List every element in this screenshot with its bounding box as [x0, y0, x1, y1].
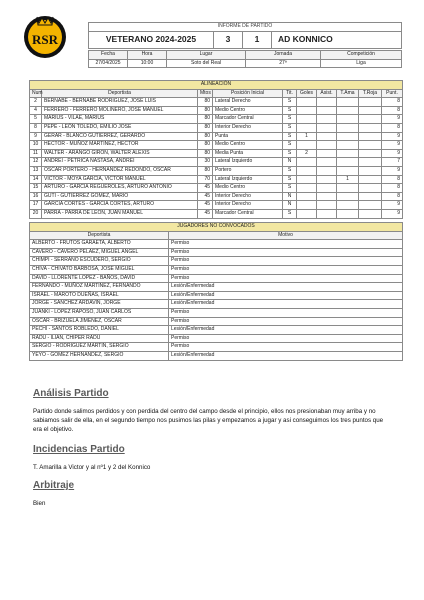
alineacion-cell-tama: 1	[337, 175, 359, 184]
alineacion-cell-tama	[337, 192, 359, 201]
alineacion-cell-num: 17	[30, 201, 42, 210]
no-convocados-cell-name: PECHI - SANTOS ROBLEDO, DANIEL	[30, 326, 169, 335]
hora-label: Hora	[128, 51, 167, 60]
alineacion-cell-asist	[317, 141, 337, 150]
alineacion-cell-punt: 8	[382, 184, 403, 193]
no-convocados-row	[30, 265, 403, 274]
no-convocados-cell-motivo: Permiso	[169, 317, 403, 326]
alineacion-col-header: T.Roja	[359, 89, 382, 98]
competicion-value: Liga	[321, 59, 402, 68]
alineacion-cell-num: 15	[30, 184, 42, 193]
alineacion-cell-punt: 9	[382, 166, 403, 175]
alineacion-cell-asist	[317, 201, 337, 210]
alineacion-cell-mtos: 80	[198, 132, 213, 141]
alineacion-cell-pos: Medio Centro	[213, 106, 283, 115]
alineacion-cell-tama	[337, 123, 359, 132]
alineacion-cell-tama	[337, 166, 359, 175]
alineacion-cell-pos: Punta	[213, 132, 283, 141]
alineacion-cell-troja	[359, 166, 382, 175]
alineacion-cell-tama	[337, 115, 359, 124]
no-convocados-cell-motivo: Lesión/Enfermedad	[169, 326, 403, 335]
no-convocados-cell-name: DAVID - LLORENTE LOPEZ - BAÑOS, DAVID	[30, 274, 169, 283]
no-convocados-row	[30, 300, 403, 309]
no-convocados-cell-motivo: Lesión/Enfermedad	[169, 300, 403, 309]
no-convocados-cell-motivo: Permiso	[169, 248, 403, 257]
alineacion-cell-troja	[359, 98, 382, 107]
alineacion-cell-tit: N	[283, 201, 297, 210]
alineacion-cell-tit: S	[283, 106, 297, 115]
no-convocados-row	[30, 240, 403, 249]
alineacion-col-header: Punt.	[382, 89, 403, 98]
team-name: VETERANO 2024-2025	[89, 31, 214, 48]
no-convocados-cell-name: JUANKI - LOPEZ RAPOSO, JUAN CARLOS	[30, 308, 169, 317]
alineacion-row	[30, 98, 403, 107]
no-convocados-cell-motivo: Lesión/Enfermedad	[169, 283, 403, 292]
alineacion-cell-mtos: 80	[198, 106, 213, 115]
alineacion-row	[30, 149, 403, 158]
alineacion-cell-name: BERNABE - BERNABE RODRIGUEZ, JOSE LUIS	[42, 98, 198, 107]
alineacion-cell-name: HECTOR - MUÑOZ MARTINEZ, HECTOR	[42, 141, 198, 150]
alineacion-cell-punt: 8	[382, 192, 403, 201]
alineacion-cell-name: GERAR - BLANCO GUTIERREZ, GERARDO	[42, 132, 198, 141]
no-convocados-col-header: Deportista	[30, 231, 169, 240]
alineacion-cell-asist	[317, 166, 337, 175]
alineacion-cell-goles	[297, 201, 317, 210]
no-convocados-cell-name: FERNANDO - MUÑOZ MARTINEZ, FERNANDO	[30, 283, 169, 292]
alineacion-col-header: T.Ama	[337, 89, 359, 98]
alineacion-cell-tit: S	[283, 141, 297, 150]
alineacion-cell-tit: S	[283, 132, 297, 141]
arbitraje-heading: Arbitraje	[33, 480, 75, 491]
alineacion-cell-punt: 9	[382, 201, 403, 210]
alineacion-row	[30, 184, 403, 193]
alineacion-cell-name: PARRA - PARRA DE LEON, JUAN MANUEL	[42, 209, 198, 218]
alineacion-cell-name: MARIUS - VILAE, MARIUS	[42, 115, 198, 124]
alineacion-cell-pos: Interior Derecho	[213, 201, 283, 210]
alineacion-row	[30, 201, 403, 210]
alineacion-cell-goles	[297, 192, 317, 201]
alineacion-cell-name: ANDREI - PETRICA NASTASA, ANDREI	[42, 158, 198, 167]
no-convocados-cell-motivo: Permiso	[169, 308, 403, 317]
alineacion-cell-tit: S	[283, 149, 297, 158]
alineacion-cell-goles	[297, 141, 317, 150]
alineacion-cell-mtos: 80	[198, 141, 213, 150]
alineacion-cell-num: 11	[30, 149, 42, 158]
no-convocados-row	[30, 291, 403, 300]
alineacion-row	[30, 106, 403, 115]
alineacion-cell-troja	[359, 141, 382, 150]
alineacion-row	[30, 141, 403, 150]
lugar-value: Soto del Real	[167, 59, 246, 68]
no-convocados-cell-motivo: Permiso	[169, 274, 403, 283]
club-logo	[22, 14, 68, 60]
alineacion-cell-troja	[359, 115, 382, 124]
alineacion-cell-pos: Marcador Central	[213, 115, 283, 124]
alineacion-cell-mtos: 80	[198, 98, 213, 107]
alineacion-cell-tit: S	[283, 98, 297, 107]
alineacion-cell-troja	[359, 209, 382, 218]
alineacion-cell-tama	[337, 201, 359, 210]
incidencias-text: T. Amarilla a Victor y al nº1 y 2 del Konnico	[33, 464, 151, 471]
no-convocados-cell-name: SERGIO - RODRIGUEZ MARTIN, SERGIO	[30, 343, 169, 352]
alineacion-cell-punt: 9	[382, 132, 403, 141]
arbitraje-text: Bien	[33, 500, 46, 507]
alineacion-cell-asist	[317, 175, 337, 184]
no-convocados-cell-name: CHIMPI - SERRANO ESCUDERO, SERGIO	[30, 257, 169, 266]
alineacion-cell-goles	[297, 158, 317, 167]
no-convocados-cell-name: CHIVA - CHIVATO BARBOSA, JOSE MIGUEL	[30, 265, 169, 274]
alineacion-cell-mtos: 30	[198, 158, 213, 167]
alineacion-cell-num: 16	[30, 192, 42, 201]
alineacion-cell-name: GARCIA CORTES - GARCIA CORTES, ARTURO	[42, 201, 198, 210]
no-convocados-cell-motivo: Permiso	[169, 334, 403, 343]
no-convocados-cell-name: ALBERTO - FRUTOS GARAETA, ALBERTO	[30, 240, 169, 249]
alineacion-cell-tama	[337, 184, 359, 193]
alineacion-cell-mtos: 80	[198, 115, 213, 124]
alineacion-cell-num: 2	[30, 98, 42, 107]
alineacion-cell-asist	[317, 209, 337, 218]
alineacion-cell-tit: S	[283, 184, 297, 193]
alineacion-cell-pos: Lateral Izquierdo	[213, 175, 283, 184]
alineacion-cell-troja	[359, 184, 382, 193]
alineacion-cell-punt: 7	[382, 158, 403, 167]
no-convocados-cell-motivo: Lesión/Enfermedad	[169, 291, 403, 300]
no-convocados-cell-motivo: Permiso	[169, 240, 403, 249]
alineacion-cell-punt: 8	[382, 175, 403, 184]
alineacion-cell-tama	[337, 209, 359, 218]
alineacion-cell-pos: Portero	[213, 166, 283, 175]
alineacion-col-header: Goles	[297, 89, 317, 98]
alineacion-col-header: Asist.	[317, 89, 337, 98]
alineacion-cell-asist	[317, 115, 337, 124]
jornada-label: Jornada	[246, 51, 321, 60]
analisis-text: Partido donde salimos perdidos y con perdida del centro del campo desde el principio, ellos nos presionaban muy arriba y no sabiamos salir de ella, en el segundo tiempo nos pusimos las pilas y empezamos a jugar y asi conseguimos los tres puntos que era el objetivo.	[33, 408, 384, 433]
alineacion-cell-tit: S	[283, 175, 297, 184]
alineacion-cell-mtos: 45	[198, 209, 213, 218]
alineacion-row	[30, 192, 403, 201]
alineacion-cell-asist	[317, 149, 337, 158]
alineacion-cell-troja	[359, 123, 382, 132]
alineacion-cell-punt: 9	[382, 115, 403, 124]
no-convocados-cell-name: ISRAEL - MAROTO DUEÑAS, ISRAEL	[30, 291, 169, 300]
alineacion-cell-asist	[317, 184, 337, 193]
alineacion-col-header: Posición Inicial	[213, 89, 283, 98]
match-info	[88, 50, 402, 68]
no-convocados-cell-motivo: Permiso	[169, 265, 403, 274]
alineacion-cell-name: FERRERO - FERRERO MOLINERO, JOSE MANUEL	[42, 106, 198, 115]
no-convocados-cell-motivo: Permiso	[169, 257, 403, 266]
alineacion-title: ALINEACIÓN	[30, 81, 403, 90]
alineacion-cell-punt: 8	[382, 98, 403, 107]
alineacion-cell-punt: 9	[382, 209, 403, 218]
alineacion-cell-goles: 2	[297, 149, 317, 158]
arbitraje-section	[33, 480, 393, 508]
fecha-label: Fecha	[89, 51, 128, 60]
alineacion-cell-mtos: 45	[198, 201, 213, 210]
alineacion-cell-tit: N	[283, 158, 297, 167]
alineacion-cell-troja	[359, 106, 382, 115]
alineacion-cell-pos: Media Punta	[213, 149, 283, 158]
alineacion-row	[30, 175, 403, 184]
informe-label: INFORME DE PARTIDO	[89, 23, 402, 32]
alineacion-cell-pos: Marcador Central	[213, 209, 283, 218]
alineacion-cell-num: 12	[30, 158, 42, 167]
alineacion-cell-asist	[317, 158, 337, 167]
alineacion-row	[30, 166, 403, 175]
alineacion-cell-num: 20	[30, 209, 42, 218]
alineacion-cell-mtos: 45	[198, 192, 213, 201]
alineacion-col-header: Deportista	[42, 89, 198, 98]
alineacion-col-header: Mtos	[198, 89, 213, 98]
no-convocados-title: JUGADORES NO CONVOCADOS	[30, 223, 403, 232]
no-convocados-row	[30, 343, 403, 352]
alineacion-cell-troja	[359, 158, 382, 167]
alineacion-cell-pos: Interior Derecho	[213, 123, 283, 132]
alineacion-cell-name: WALTER - ARANGO GIRON, WALTER ALEXIS	[42, 149, 198, 158]
alineacion-cell-asist	[317, 192, 337, 201]
alineacion-cell-goles	[297, 175, 317, 184]
no-convocados-row	[30, 274, 403, 283]
alineacion-row	[30, 115, 403, 124]
no-convocados-row	[30, 283, 403, 292]
alineacion-cell-pos: Medio Centro	[213, 184, 283, 193]
incidencias-heading: Incidencias Partido	[33, 444, 125, 455]
alineacion-cell-pos: Medio Centro	[213, 141, 283, 150]
no-convocados-row	[30, 308, 403, 317]
alineacion-row	[30, 123, 403, 132]
alineacion-cell-num: 10	[30, 141, 42, 150]
no-convocados-cell-name: RADU - ILIAN, CHIPER RADU	[30, 334, 169, 343]
alineacion-cell-punt: 8	[382, 106, 403, 115]
no-convocados-row	[30, 351, 403, 360]
alineacion-cell-asist	[317, 106, 337, 115]
alineacion-table	[29, 80, 403, 219]
no-convocados-col-header: Motivo	[169, 231, 403, 240]
alineacion-cell-tit: S	[283, 115, 297, 124]
alineacion-cell-punt: 9	[382, 149, 403, 158]
alineacion-cell-goles	[297, 166, 317, 175]
alineacion-cell-pos: Lateral Izquierdo	[213, 158, 283, 167]
no-convocados-row	[30, 248, 403, 257]
alineacion-cell-asist	[317, 123, 337, 132]
alineacion-cell-name: ARTURO - GARCIA REGUEROLES, ARTURO ANTONIO	[42, 184, 198, 193]
no-convocados-cell-name: JORGE - SANCHEZ ARDAVIN, JORGE	[30, 300, 169, 309]
incidencias-section	[33, 444, 393, 472]
score-away: 1	[243, 31, 272, 48]
alineacion-cell-tama	[337, 158, 359, 167]
alineacion-col-header: Num	[30, 89, 42, 98]
analisis-heading: Análisis Partido	[33, 388, 109, 399]
no-convocados-cell-motivo: Permiso	[169, 343, 403, 352]
alineacion-cell-troja	[359, 201, 382, 210]
no-convocados-row	[30, 317, 403, 326]
hora-value: 10:00	[128, 59, 167, 68]
alineacion-cell-tit: S	[283, 166, 297, 175]
logo-initials: RSR	[31, 32, 59, 47]
opponent-name: AD KONNICO	[272, 31, 402, 48]
alineacion-cell-tama	[337, 141, 359, 150]
alineacion-cell-mtos: 70	[198, 175, 213, 184]
alineacion-cell-num: 4	[30, 106, 42, 115]
alineacion-cell-name: GUTI - GUTIERREZ GOMEZ, MARIO	[42, 192, 198, 201]
alineacion-cell-name: OSCAR PORTERO - HERNANDEZ REDONDO, OSCAR	[42, 166, 198, 175]
analisis-section	[33, 388, 393, 434]
match-header	[88, 22, 402, 49]
alineacion-cell-tama	[337, 106, 359, 115]
alineacion-cell-troja	[359, 132, 382, 141]
alineacion-cell-num: 14	[30, 175, 42, 184]
alineacion-cell-goles	[297, 123, 317, 132]
fecha-value: 27/04/2025	[89, 59, 128, 68]
alineacion-cell-pos: Lateral Derecho	[213, 98, 283, 107]
alineacion-col-header: Tit.	[283, 89, 297, 98]
alineacion-row	[30, 158, 403, 167]
no-convocados-cell-name: CAVERO - CAVERO PELAEZ, MIGUEL ANGEL	[30, 248, 169, 257]
alineacion-cell-tit: N	[283, 192, 297, 201]
alineacion-cell-goles	[297, 106, 317, 115]
alineacion-cell-asist	[317, 98, 337, 107]
alineacion-cell-tama	[337, 132, 359, 141]
alineacion-cell-tama	[337, 149, 359, 158]
alineacion-cell-goles: 1	[297, 132, 317, 141]
alineacion-cell-asist	[317, 132, 337, 141]
alineacion-cell-goles	[297, 184, 317, 193]
no-convocados-table	[29, 222, 403, 361]
no-convocados-cell-motivo: Lesión/Enfermedad	[169, 351, 403, 360]
alineacion-cell-num: 9	[30, 132, 42, 141]
score-home: 3	[214, 31, 243, 48]
no-convocados-row	[30, 326, 403, 335]
alineacion-cell-goles	[297, 115, 317, 124]
alineacion-cell-goles	[297, 209, 317, 218]
alineacion-row	[30, 209, 403, 218]
alineacion-cell-num: 5	[30, 115, 42, 124]
alineacion-cell-name: PEPE - LEÓN TOLEDO, EMILIO JOSE	[42, 123, 198, 132]
jornada-value: 27ª	[246, 59, 321, 68]
alineacion-cell-troja	[359, 149, 382, 158]
alineacion-cell-name: VICTOR - MOYA GARCIA, VICTOR MANUEL	[42, 175, 198, 184]
alineacion-cell-mtos: 80	[198, 166, 213, 175]
alineacion-cell-goles	[297, 98, 317, 107]
alineacion-cell-mtos: 80	[198, 149, 213, 158]
alineacion-cell-pos: Interior Derecho	[213, 192, 283, 201]
no-convocados-cell-name: YEYO - GOMEZ HERNANDEZ, SERGIO	[30, 351, 169, 360]
alineacion-row	[30, 132, 403, 141]
alineacion-cell-num: 13	[30, 166, 42, 175]
alineacion-cell-troja	[359, 175, 382, 184]
lugar-label: Lugar	[167, 51, 246, 60]
no-convocados-cell-name: OSCAR - BRIZUELA JIMENEZ, OSCAR	[30, 317, 169, 326]
alineacion-cell-tit: S	[283, 209, 297, 218]
alineacion-cell-troja	[359, 192, 382, 201]
alineacion-cell-mtos: 80	[198, 123, 213, 132]
no-convocados-row	[30, 334, 403, 343]
alineacion-cell-punt: 9	[382, 141, 403, 150]
alineacion-cell-tama	[337, 98, 359, 107]
no-convocados-row	[30, 257, 403, 266]
alineacion-cell-num: 8	[30, 123, 42, 132]
alineacion-cell-mtos: 45	[198, 184, 213, 193]
competicion-label: Competición	[321, 51, 402, 60]
alineacion-cell-tit: S	[283, 123, 297, 132]
club-crest-icon	[22, 14, 68, 60]
alineacion-cell-punt: 8	[382, 123, 403, 132]
